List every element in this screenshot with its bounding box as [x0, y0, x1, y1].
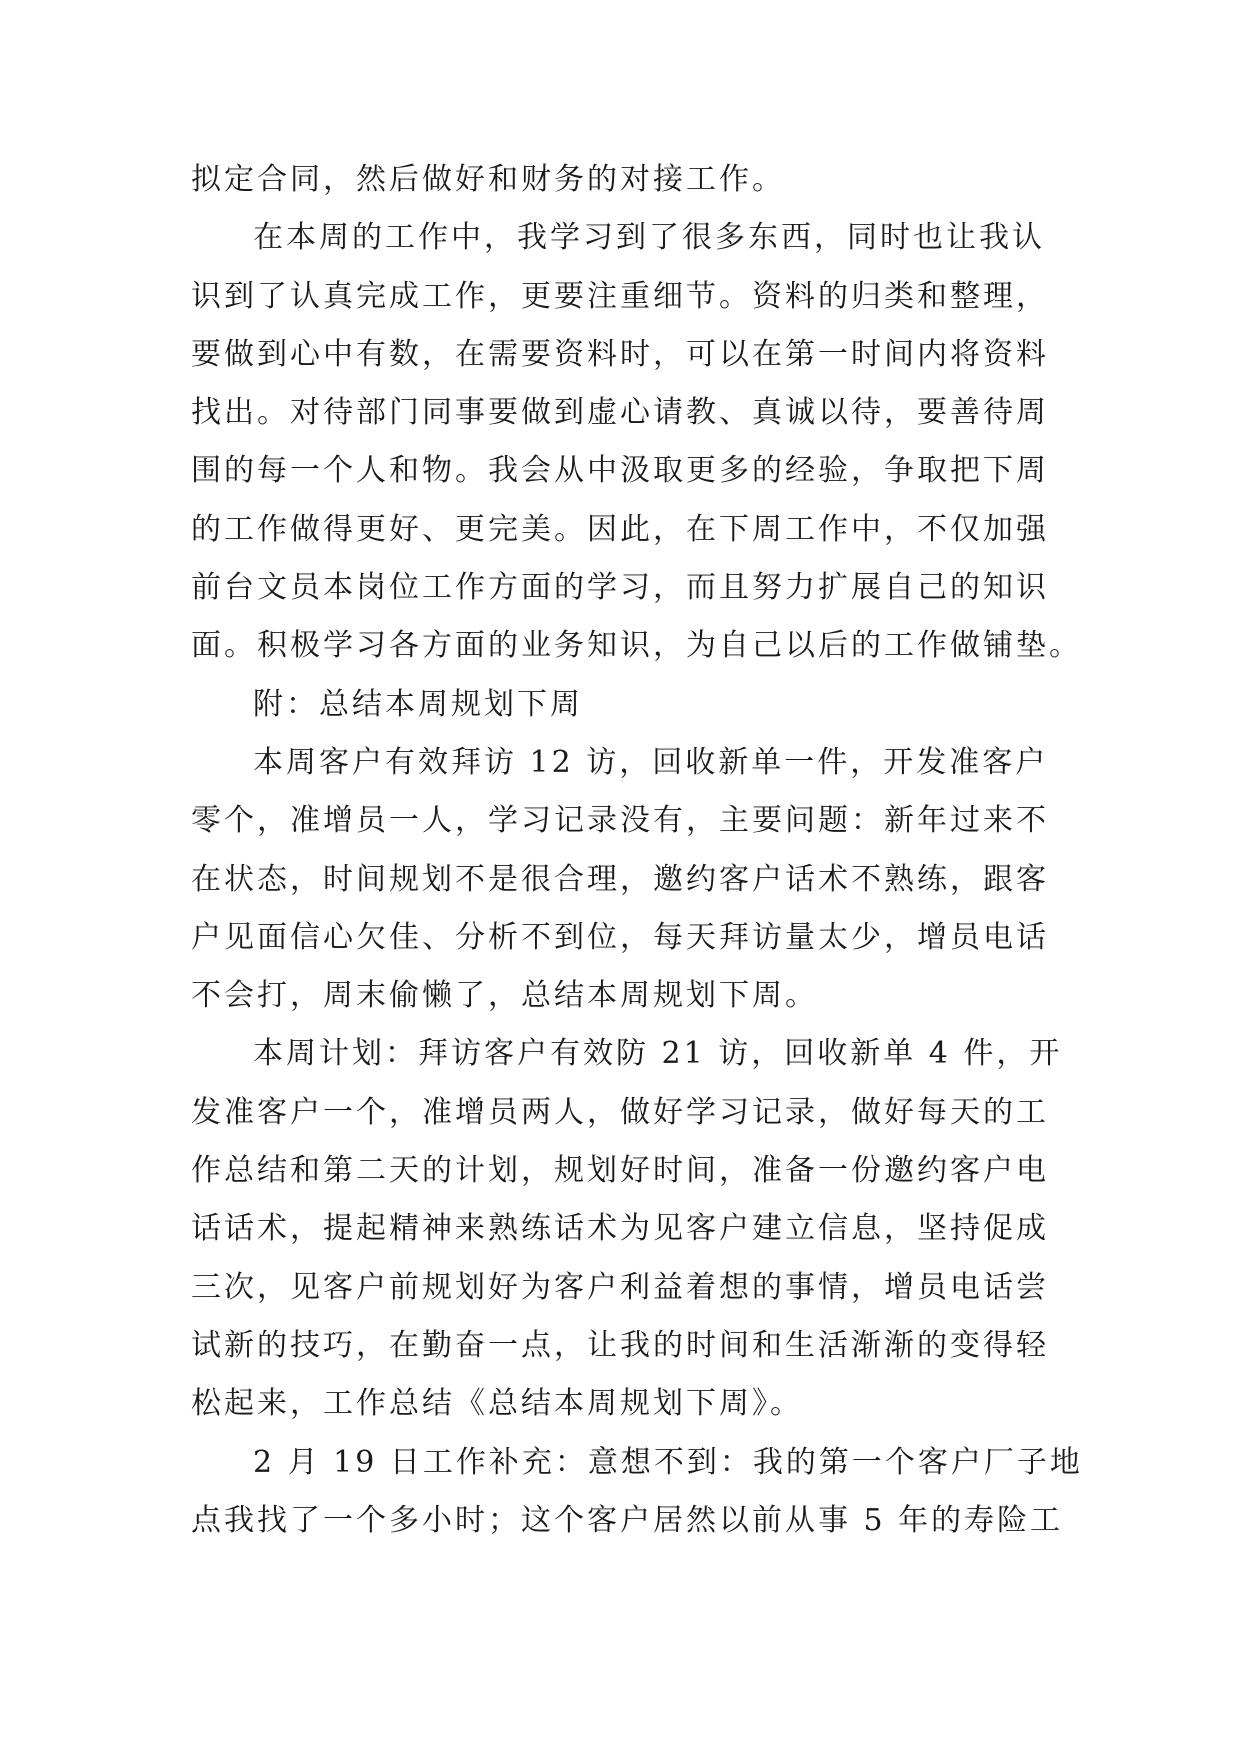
text-line: 零个，准增员一人，学习记录没有，主要问题：新年过来不 — [191, 803, 1049, 839]
text-line: 本周计划：拜访客户有效防 21 访，回收新单 4 件，开 — [253, 1036, 1063, 1072]
text-line: 识到了认真完成工作，更要注重细节。资料的归类和整理， — [191, 278, 1049, 314]
text-line: 作总结和第二天的计划，规划好时间，准备一份邀约客户电 — [191, 1153, 1049, 1189]
text-line: 三次，见客户前规划好为客户利益着想的事情，增员电话尝 — [191, 1269, 1049, 1305]
text-line: 找出。对待部门同事要做到虚心请教、真诚以待，要善待周 — [191, 395, 1049, 431]
text-line: 围的每一个人和物。我会从中汲取更多的经验，争取把下周 — [191, 453, 1049, 489]
text-line: 话话术，提起精神来熟练话术为见客户建立信息，坚持促成 — [191, 1211, 1049, 1247]
text-line: 面。积极学习各方面的业务知识，为自己以后的工作做铺垫。 — [191, 628, 1082, 664]
text-line: 发准客户一个，准增员两人，做好学习记录，做好每天的工 — [191, 1094, 1049, 1130]
text-line: 点我找了一个多小时；这个客户居然以前从事 5 年的寿险工 — [191, 1502, 1064, 1538]
text-line: 前台文员本岗位工作方面的学习，而且努力扩展自己的知识 — [191, 570, 1049, 606]
text-line: 在状态，时间规划不是很合理，邀约客户话术不熟练，跟客 — [191, 861, 1049, 897]
text-line: 试新的技巧，在勤奋一点，让我的时间和生活渐渐的变得轻 — [191, 1327, 1049, 1363]
text-line: 松起来，工作总结《总结本周规划下周》。 — [191, 1386, 803, 1422]
text-line: 的工作做得更好、更完美。因此，在下周工作中，不仅加强 — [191, 511, 1049, 547]
text-line: 不会打，周末偷懒了，总结本周规划下周。 — [191, 978, 818, 1014]
text-line: 拟定合同，然后做好和财务的对接工作。 — [191, 162, 785, 197]
document-body — [191, 151, 1083, 1550]
text-line: 附：总结本周规划下周 — [253, 686, 583, 722]
text-line: 本周客户有效拜访 12 访，回收新单一件，开发准客户 — [253, 744, 1049, 780]
text-line: 2 月 19 日工作补充：意想不到：我的第一个客户厂子地 — [253, 1444, 1083, 1480]
text-line: 户见面信心欠佳、分析不到位，每天拜访量太少，增员电话 — [191, 919, 1049, 955]
text-line: 在本周的工作中，我学习到了很多东西，同时也让我认 — [253, 220, 1045, 256]
text-line: 要做到心中有数，在需要资料时，可以在第一时间内将资料 — [191, 336, 1049, 372]
